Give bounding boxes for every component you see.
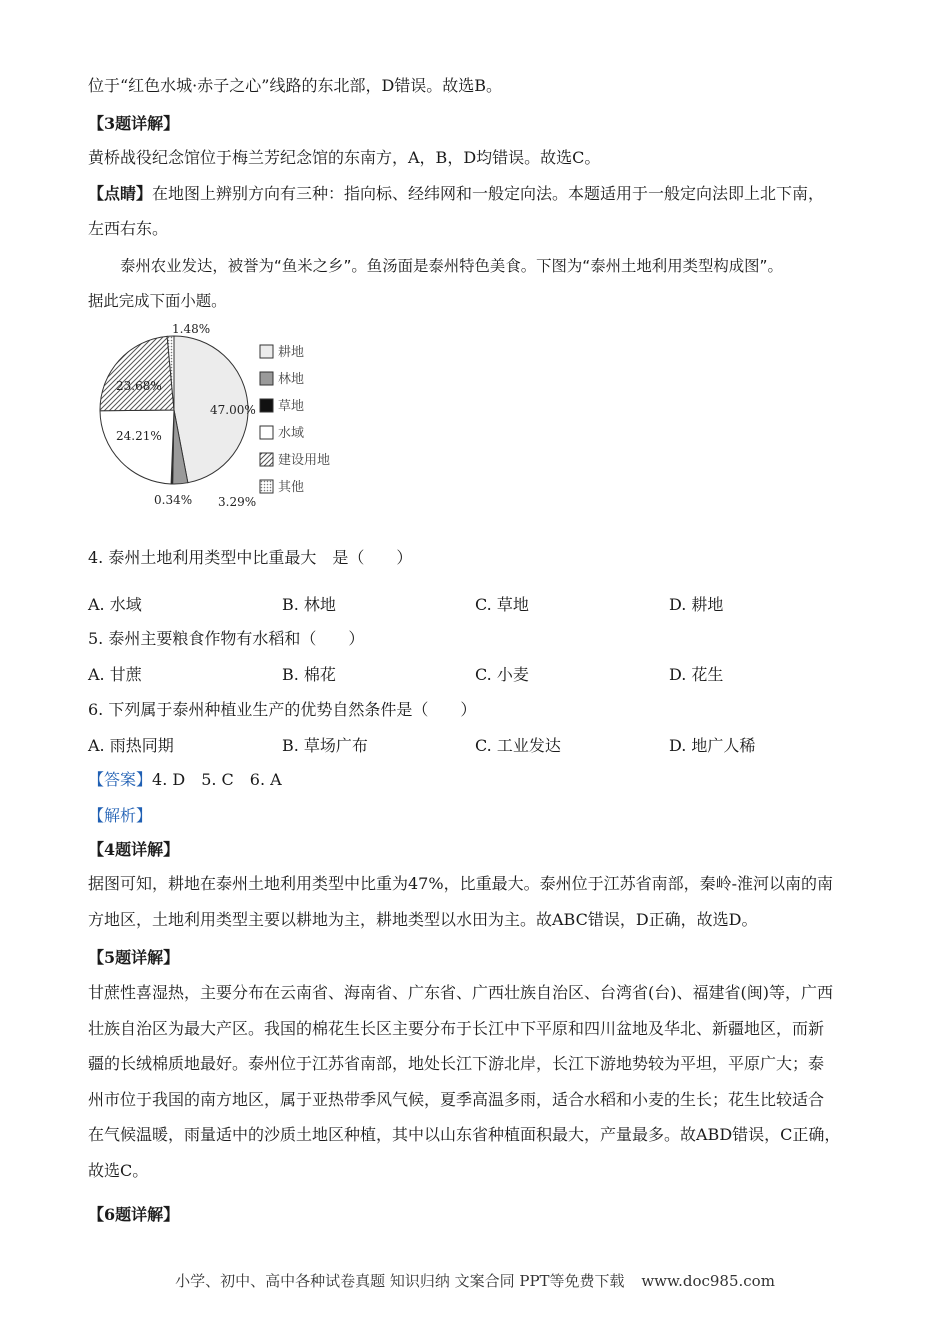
option-a: A. 雨热同期 [88, 736, 174, 755]
dianjing-line [88, 184, 824, 204]
section-heading-q3: 【3题详解】 [88, 114, 180, 133]
footer-text: 小学、初中、高中各种试卷真题 知识归纳 文案合同 PPT等免费下载 [175, 1272, 625, 1290]
pie-label: 1.48% [172, 322, 211, 336]
legend-label: 草地 [278, 399, 305, 414]
legend-label: 耕地 [278, 345, 305, 360]
option-d: D. 耕地 [669, 595, 724, 614]
footer-url[interactable]: www.doc985.com [641, 1272, 775, 1290]
option-d: D. 花生 [669, 665, 724, 684]
text-line: 疆的长绒棉质地最好。泰州位于江苏省南部，地处长江下游北岸，长江下游地势较为平坦，平原广大；泰 [88, 1054, 825, 1073]
text-line: 据图可知，耕地在泰州土地利用类型中比重为47%，比重最大。泰州位于江苏省南部，秦岭-淮河以南的南 [88, 874, 833, 893]
intro-text: 据此完成下面小题。 [88, 292, 227, 310]
text-line: 位于“红色水城·赤子之心”线路的东北部，D错误。故选B。 [88, 76, 503, 95]
text-line: 在气候温暖，雨量适中的沙质土地区种植，其中以山东省种植面积最大，产量最多。故ABD错误，C正确， [88, 1125, 841, 1144]
text-line: 故选C。 [88, 1160, 149, 1180]
text-line: 左西右东。 [88, 219, 169, 238]
pie-label: 24.21% [116, 429, 162, 443]
text-line: 方地区，土地利用类型主要以耕地为主，耕地类型以水田为主。故ABC错误，D正确，故选D。 [88, 909, 758, 929]
text-line: 壮族自治区为最大产区。我国的棉花生长区主要分布于长江中下平原和四川盆地及华北、新疆地区，而新 [88, 1018, 825, 1038]
pie-slice-建设用地 [100, 336, 174, 410]
q5-explanation [88, 975, 878, 1188]
answer-text: 4. D 5. C 6. A [152, 770, 282, 789]
legend-swatch [260, 426, 273, 439]
legend-label: 其他 [278, 480, 305, 495]
pie-slice-水域 [100, 410, 174, 484]
option-a: A. 甘蔗 [88, 665, 142, 684]
pie-label: 3.29% [218, 495, 257, 509]
answer-line [88, 770, 282, 790]
question-stem: 6. 下列属于泰州种植业生产的优势自然条件是（ ） [88, 700, 477, 719]
legend-swatch [260, 345, 273, 358]
intro-text: 泰州农业发达，被誉为“鱼米之乡”。鱼汤面是泰州特色美食。下图为“泰州土地利用类型构成图”。 [120, 257, 783, 275]
pie-label: 0.34% [154, 493, 193, 507]
option-a: A. 水域 [88, 595, 142, 614]
legend-label: 水域 [278, 426, 305, 441]
question-stem: 5. 泰州主要粮食作物有水稻和（ ） [88, 629, 365, 648]
analysis-tag: 【解析】 [88, 806, 153, 825]
legend-swatch [260, 480, 273, 493]
text-line: 甘蔗性喜湿热，主要分布在云南省、海南省、广东省、广西壮族自治区、台湾省(台)、福建省(闽)等，广西 [88, 983, 833, 1002]
legend-label: 林地 [278, 372, 305, 387]
q4-explanation [88, 866, 878, 937]
question-stem: 4. 泰州土地利用类型中比重最大 是（ ） [88, 548, 413, 567]
option-b: B. 草场广布 [282, 736, 368, 755]
pie-legend [260, 344, 330, 495]
option-d: D. 地广人稀 [669, 736, 756, 755]
text-line: 黄桥战役纪念馆位于梅兰芳纪念馆的东南方，A，B，D均错误。故选C。 [88, 148, 601, 167]
legend-label: 建设用地 [278, 453, 331, 468]
page-footer [0, 1270, 950, 1291]
legend-swatch [260, 453, 273, 466]
option-c: C. 工业发达 [475, 736, 561, 755]
option-b: B. 棉花 [282, 665, 336, 684]
option-b: B. 林地 [282, 595, 336, 614]
option-c: C. 草地 [475, 595, 529, 614]
land-use-pie-chart [92, 318, 352, 518]
text-line: 州市位于我国的南方地区，属于亚热带季风气候，夏季高温多雨，适合水稻和小麦的生长；花生比较适合 [88, 1089, 825, 1109]
pie-label: 23.68% [116, 379, 162, 393]
answer-tag: 【答案】 [88, 770, 153, 789]
section-heading-q6: 【6题详解】 [88, 1205, 180, 1224]
legend-swatch [260, 372, 273, 385]
option-c: C. 小麦 [475, 665, 529, 684]
section-heading-q5: 【5题详解】 [88, 948, 180, 967]
pie-label: 47.00% [210, 403, 256, 417]
section-heading-q4: 【4题详解】 [88, 840, 180, 859]
dianjing-text: 在地图上辨别方向有三种：指向标、经纬网和一般定向法。本题适用于一般定向法即上北下南， [152, 184, 825, 203]
dianjing-tag: 【点睛】 [88, 184, 153, 203]
legend-swatch [260, 399, 273, 412]
